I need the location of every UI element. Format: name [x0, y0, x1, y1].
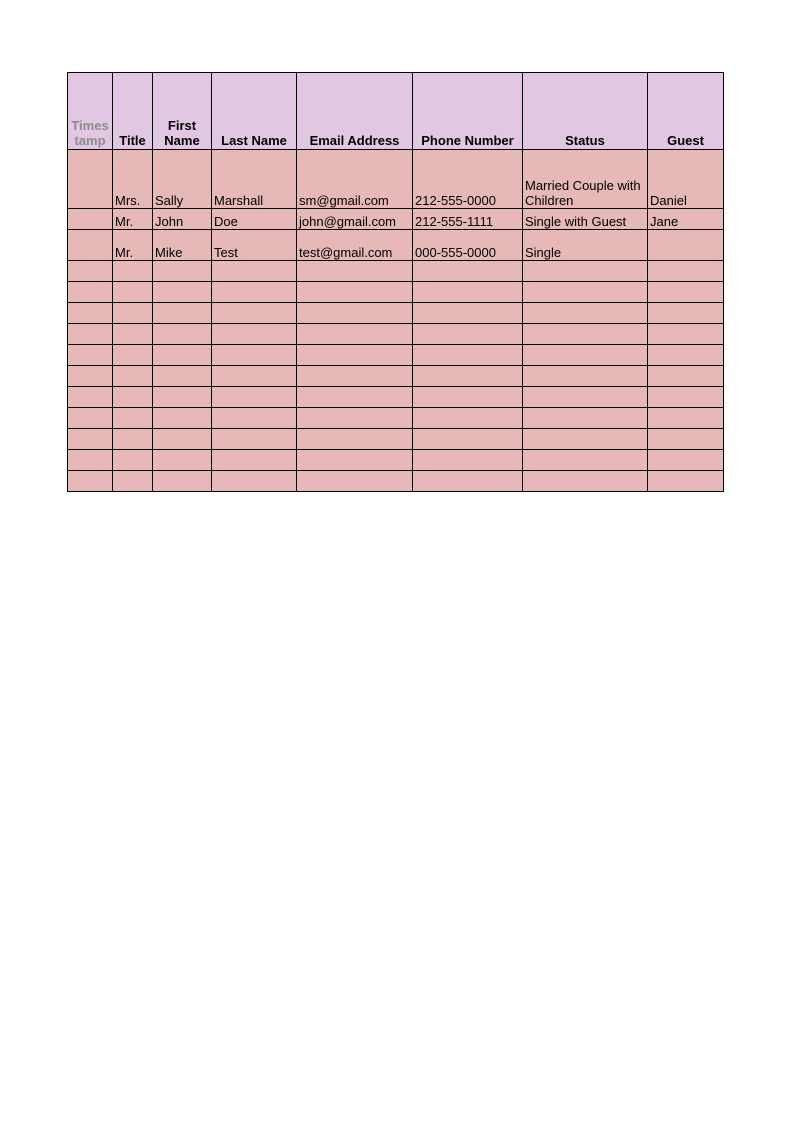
empty-cell-last-name[interactable]	[212, 387, 297, 408]
empty-cell-phone-number[interactable]	[413, 345, 523, 366]
empty-cell-last-name[interactable]	[212, 429, 297, 450]
header-row	[68, 73, 724, 150]
empty-table-row	[68, 282, 724, 303]
empty-table-row	[68, 471, 724, 492]
empty-cell-email-address[interactable]	[297, 429, 413, 450]
empty-cell-guest[interactable]	[648, 324, 724, 345]
empty-cell-email-address[interactable]	[297, 324, 413, 345]
empty-cell-email-address[interactable]	[297, 471, 413, 492]
cell-first-name[interactable]: Sally	[153, 150, 212, 209]
header-title[interactable]: Title	[113, 73, 153, 150]
cell-title[interactable]: Mr.	[113, 230, 153, 261]
empty-cell-status[interactable]	[523, 471, 648, 492]
cell-guest[interactable]: Jane	[648, 209, 724, 230]
empty-cell-first-name[interactable]	[153, 303, 212, 324]
empty-cell-guest[interactable]	[648, 429, 724, 450]
cell-phone-number[interactable]: 212-555-1111	[413, 209, 523, 230]
empty-cell-email-address[interactable]	[297, 387, 413, 408]
empty-cell-phone-number[interactable]	[413, 429, 523, 450]
cell-email-address[interactable]: john@gmail.com	[297, 209, 413, 230]
empty-cell-guest[interactable]	[648, 261, 724, 282]
cell-first-name[interactable]: John	[153, 209, 212, 230]
empty-cell-email-address[interactable]	[297, 408, 413, 429]
cell-last-name[interactable]: Marshall	[212, 150, 297, 209]
empty-cell-first-name[interactable]	[153, 282, 212, 303]
empty-cell-last-name[interactable]	[212, 303, 297, 324]
empty-cell-status[interactable]	[523, 429, 648, 450]
empty-cell-first-name[interactable]	[153, 450, 212, 471]
empty-cell-timestamp[interactable]	[68, 450, 113, 471]
empty-cell-email-address[interactable]	[297, 303, 413, 324]
empty-cell-phone-number[interactable]	[413, 366, 523, 387]
empty-cell-phone-number[interactable]	[413, 408, 523, 429]
empty-cell-guest[interactable]	[648, 345, 724, 366]
cell-guest[interactable]: Daniel	[648, 150, 724, 209]
empty-cell-first-name[interactable]	[153, 429, 212, 450]
empty-cell-last-name[interactable]	[212, 261, 297, 282]
empty-cell-last-name[interactable]	[212, 408, 297, 429]
empty-cell-guest[interactable]	[648, 408, 724, 429]
empty-cell-title[interactable]	[113, 345, 153, 366]
header-timestamp[interactable]: Times tamp	[68, 73, 113, 150]
empty-cell-timestamp[interactable]	[68, 324, 113, 345]
header-status[interactable]: Status	[523, 73, 648, 150]
empty-cell-phone-number[interactable]	[413, 303, 523, 324]
empty-cell-first-name[interactable]	[153, 387, 212, 408]
cell-status[interactable]: Married Couple with Children	[523, 150, 648, 209]
empty-cell-timestamp[interactable]	[68, 429, 113, 450]
empty-cell-status[interactable]	[523, 450, 648, 471]
empty-cell-title[interactable]	[113, 471, 153, 492]
empty-cell-first-name[interactable]	[153, 408, 212, 429]
empty-table-row	[68, 450, 724, 471]
empty-cell-last-name[interactable]	[212, 345, 297, 366]
cell-timestamp[interactable]	[68, 150, 113, 209]
empty-cell-last-name[interactable]	[212, 366, 297, 387]
header-last-name[interactable]: Last Name	[212, 73, 297, 150]
empty-cell-email-address[interactable]	[297, 282, 413, 303]
cell-status[interactable]: Single	[523, 230, 648, 261]
empty-cell-title[interactable]	[113, 261, 153, 282]
empty-cell-status[interactable]	[523, 387, 648, 408]
empty-cell-phone-number[interactable]	[413, 324, 523, 345]
cell-last-name[interactable]: Doe	[212, 209, 297, 230]
empty-cell-timestamp[interactable]	[68, 387, 113, 408]
table-row	[68, 209, 724, 230]
empty-cell-guest[interactable]	[648, 450, 724, 471]
empty-cell-status[interactable]	[523, 366, 648, 387]
empty-cell-guest[interactable]	[648, 387, 724, 408]
cell-phone-number[interactable]: 000-555-0000	[413, 230, 523, 261]
empty-cell-status[interactable]	[523, 261, 648, 282]
empty-table-row	[68, 408, 724, 429]
empty-cell-first-name[interactable]	[153, 471, 212, 492]
empty-cell-first-name[interactable]	[153, 366, 212, 387]
empty-cell-status[interactable]	[523, 345, 648, 366]
empty-cell-timestamp[interactable]	[68, 345, 113, 366]
empty-table-row	[68, 261, 724, 282]
empty-cell-guest[interactable]	[648, 366, 724, 387]
cell-email-address[interactable]: sm@gmail.com	[297, 150, 413, 209]
empty-cell-status[interactable]	[523, 282, 648, 303]
empty-cell-timestamp[interactable]	[68, 282, 113, 303]
empty-cell-timestamp[interactable]	[68, 408, 113, 429]
header-first-name[interactable]: First Name	[153, 73, 212, 150]
cell-phone-number[interactable]: 212-555-0000	[413, 150, 523, 209]
cell-status[interactable]: Single with Guest	[523, 209, 648, 230]
cell-timestamp[interactable]	[68, 209, 113, 230]
empty-cell-first-name[interactable]	[153, 345, 212, 366]
empty-cell-first-name[interactable]	[153, 261, 212, 282]
empty-cell-email-address[interactable]	[297, 450, 413, 471]
empty-cell-last-name[interactable]	[212, 450, 297, 471]
empty-cell-phone-number[interactable]	[413, 282, 523, 303]
empty-table-row	[68, 387, 724, 408]
empty-cell-status[interactable]	[523, 303, 648, 324]
empty-cell-title[interactable]	[113, 303, 153, 324]
empty-cell-timestamp[interactable]	[68, 303, 113, 324]
empty-cell-title[interactable]	[113, 282, 153, 303]
empty-cell-timestamp[interactable]	[68, 471, 113, 492]
empty-table-row	[68, 429, 724, 450]
empty-cell-last-name[interactable]	[212, 282, 297, 303]
empty-cell-guest[interactable]	[648, 471, 724, 492]
empty-cell-guest[interactable]	[648, 282, 724, 303]
empty-cell-status[interactable]	[523, 408, 648, 429]
empty-cell-title[interactable]	[113, 450, 153, 471]
empty-cell-phone-number[interactable]	[413, 387, 523, 408]
empty-cell-title[interactable]	[113, 408, 153, 429]
empty-cell-first-name[interactable]	[153, 324, 212, 345]
table-row	[68, 150, 724, 209]
empty-table-row	[68, 345, 724, 366]
header-guest[interactable]: Guest	[648, 73, 724, 150]
header-email-address[interactable]: Email Address	[297, 73, 413, 150]
empty-cell-timestamp[interactable]	[68, 261, 113, 282]
empty-cell-email-address[interactable]	[297, 366, 413, 387]
cell-email-address[interactable]: test@gmail.com	[297, 230, 413, 261]
empty-cell-timestamp[interactable]	[68, 366, 113, 387]
table-row	[68, 230, 724, 261]
empty-cell-phone-number[interactable]	[413, 450, 523, 471]
empty-cell-guest[interactable]	[648, 303, 724, 324]
empty-cell-email-address[interactable]	[297, 345, 413, 366]
empty-table-row	[68, 303, 724, 324]
cell-title[interactable]: Mr.	[113, 209, 153, 230]
empty-cell-last-name[interactable]	[212, 471, 297, 492]
header-phone-number[interactable]: Phone Number	[413, 73, 523, 150]
cell-last-name[interactable]: Test	[212, 230, 297, 261]
empty-cell-email-address[interactable]	[297, 261, 413, 282]
empty-cell-title[interactable]	[113, 387, 153, 408]
cell-title[interactable]: Mrs.	[113, 150, 153, 209]
empty-cell-title[interactable]	[113, 324, 153, 345]
empty-cell-title[interactable]	[113, 366, 153, 387]
cell-first-name[interactable]: Mike	[153, 230, 212, 261]
empty-cell-last-name[interactable]	[212, 324, 297, 345]
guest-list-table	[67, 72, 724, 492]
empty-table-row	[68, 324, 724, 345]
cell-timestamp[interactable]	[68, 230, 113, 261]
empty-cell-status[interactable]	[523, 324, 648, 345]
empty-cell-title[interactable]	[113, 429, 153, 450]
empty-table-row	[68, 366, 724, 387]
empty-cell-phone-number[interactable]	[413, 471, 523, 492]
empty-cell-phone-number[interactable]	[413, 261, 523, 282]
cell-guest[interactable]	[648, 230, 724, 261]
